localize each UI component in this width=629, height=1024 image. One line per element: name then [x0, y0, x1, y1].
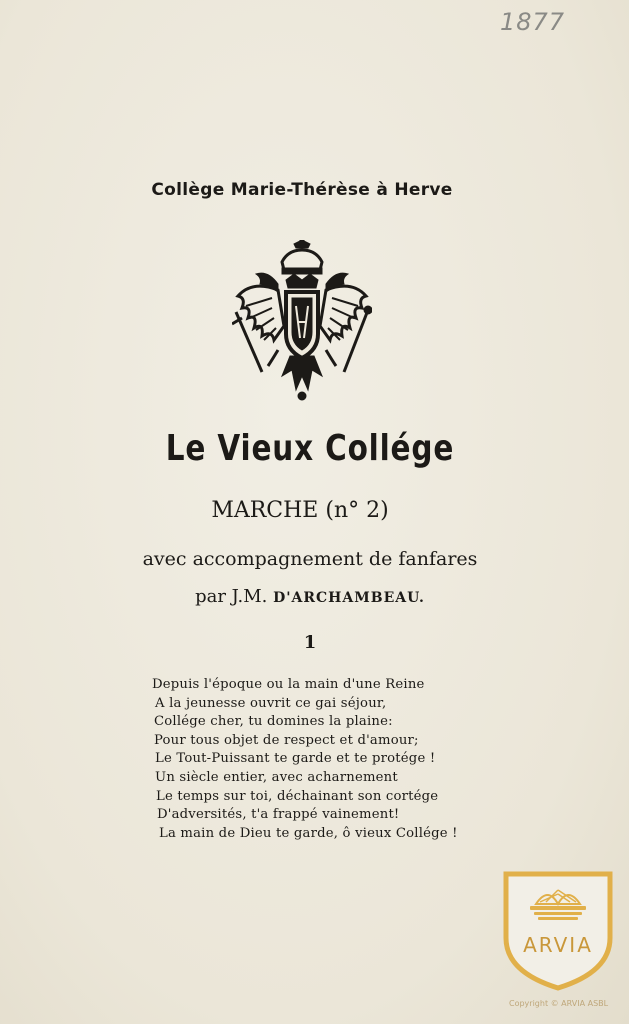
author-name: D'ARCHAMBEAU. — [273, 590, 425, 606]
stanza-number: 1 — [303, 632, 317, 653]
author-prefix: par J.M. — [195, 586, 268, 607]
page-title: Le Vieux Collége — [165, 428, 455, 469]
accompaniment-line: avec accompagnement de fanfares — [142, 548, 478, 570]
poem-line: Un siècle entier, avec acharnement — [155, 769, 398, 785]
poem-line: A la jeunesse ouvrit ce gai séjour, — [155, 695, 387, 711]
poem-line: Collége cher, tu domines la plaine: — [154, 714, 393, 730]
logo-text: ARVIA — [523, 933, 593, 957]
school-header: Collège Marie-Thérèse à Herve — [151, 180, 453, 200]
archive-number: 1877 — [500, 8, 566, 36]
poem-line: La main de Dieu te garde, ô vieux Collége ! — [159, 825, 458, 841]
poem-line: D'adversités, t'a frappé vainement! — [157, 807, 400, 823]
author-line — [100, 586, 520, 607]
poem-line: Le temps sur toi, déchainant son cortége — [156, 788, 439, 804]
poem-line: Le Tout-Puissant te garde et te protége ! — [155, 751, 436, 767]
poem-text — [152, 676, 512, 843]
poem-line: Depuis l'époque ou la main d'une Reine — [152, 677, 425, 692]
copyright-text: Copyright © ARVIA ASBL — [509, 999, 609, 1008]
arvia-watermark-logo — [500, 868, 616, 992]
subtitle: MARCHE (n° 2) — [211, 498, 389, 523]
poem-line: Pour tous objet de respect et d'amour; — [154, 732, 419, 748]
double-headed-eagle-coat-of-arms-icon — [232, 240, 372, 402]
